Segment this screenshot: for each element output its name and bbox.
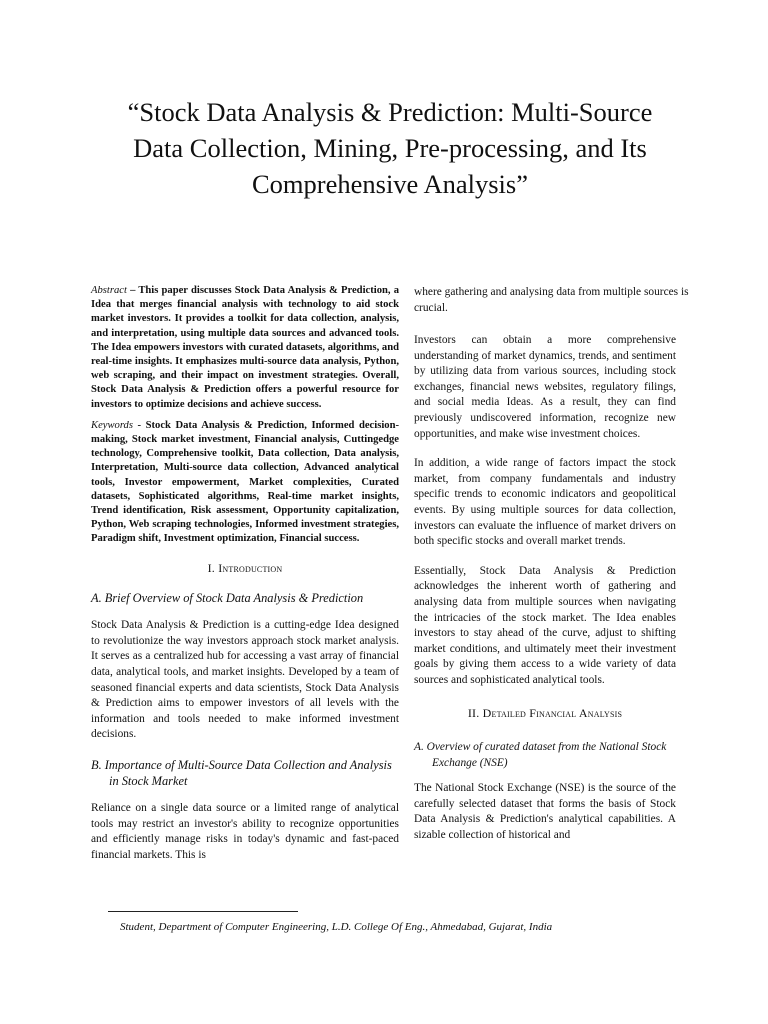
author-affiliation-footnote: Student, Department of Computer Engineering, L.D. College Of Eng., Ahmedabad, Gujarat, India (120, 921, 553, 933)
right-paragraph-1: Investors can obtain a more comprehensive understanding of market dynamics, trends, and sentiment by utilizing data from various sources, including stock exchanges, financial news websites, regulatory filings, and social media Ideas. As a result, they can find previously undiscovered information, recognize new opportunities, and make wise investment choices. (414, 334, 676, 440)
paper-title: “Stock Data Analysis & Prediction: Multi-Source Data Collection, Mining, Pre-processing, and Its Comprehensive Analysis” (127, 97, 653, 199)
right-paragraph-continuation: where gathering and analysing data from multiple sources is crucial. (414, 286, 689, 314)
subsection-heading-b: B. Importance of Multi-Source Data Collection and Analysis in Stock Market (91, 758, 392, 788)
abstract (91, 284, 399, 412)
footnote-divider (108, 911, 298, 912)
right-paragraph-3: Essentially, Stock Data Analysis & Prediction acknowledges the inherent worth of gathering and analysing data from multiple sources when navigating the intricacies of the stock market. The Idea enables investors to stay ahead of the curve, adjust to shifting market conditions, and ultimately meet their investment goals by giving them access to a wide variety of data sources and sophisticated analytical tools. (414, 564, 676, 686)
abstract-label: Abstract (91, 285, 127, 296)
right-column (414, 333, 676, 844)
left-column (91, 284, 399, 877)
right-column-continuation (414, 285, 722, 316)
keywords-label: Keywords (91, 419, 133, 431)
abstract-text: – This paper discusses Stock Data Analysis & Prediction, a Idea that merges financial analysis with technology to aid stock market investors. It provides a toolkit for data collection, analysis, and interpretation, using multiple data sources and advanced tools. The Idea empowers investors with curated datasets, algorithms, and real-time insights. It emphasizes multi-source data analysis, Python, web scraping, and their impact on investment strategies. Overall, Stock Data Analysis & Prediction offers a powerful resource for investors to optimize decisions and achieve success. (91, 285, 399, 410)
subsection-a-paragraph: Stock Data Analysis & Prediction is a cutting-edge Idea designed to revolutionize the way investors approach stock market analysis. It serves as a centralized hub for accessing a vast array of financial data, analytical tools, and market insights. Developed by a team of seasoned financial experts and data scientists, Stock Data Analysis & Prediction aims to empower investors of all levels with the information and tools needed to make informed investment decisions. (91, 619, 399, 741)
keywords (91, 419, 399, 547)
keywords-text: - Stock Data Analysis & Prediction, Informed decision-making, Stock market investment, Financial analysis, Cuttingedge technology, Comprehensive toolkit, Data collection, Data analysis, Interpretation, Multi-source data collection, Advanced analytical tools, Investor empowerment, Market complexities, Curated datasets, Sophisticated algorithms, Real-time market insights, Trend identification, Risk assessment, Opportunity capitalization, Python, Web scraping technologies, Informed investment strategies, Paradigm shift, Investment optimization, Financial success. (91, 419, 399, 545)
right-paragraph-2: In addition, a wide range of factors impact the stock market, from company fundamentals and industry specific trends to economic indicators and geopolitical events. By using multiple sources for data collection, investors can evaluate the influence of market drivers on both specific stocks and overall market trends. (414, 457, 676, 548)
subsection-heading-2a: A. Overview of curated dataset from the National Stock Exchange (NSE) (414, 741, 667, 769)
subsection-heading-a: A. Brief Overview of Stock Data Analysis & Prediction (91, 591, 364, 606)
section-heading-financial-analysis: II. Detailed Financial Analysis (467, 706, 623, 721)
subsection-2a-paragraph: The National Stock Exchange (NSE) is the source of the carefully selected dataset that forms the basis of Stock Data Analysis & Prediction's analytical capabilities. A sizable collection of historical and (414, 782, 676, 842)
section-heading-introduction: I. Introduction (207, 560, 283, 575)
subsection-b-paragraph: Reliance on a single data source or a limited range of analytical tools may restrict an investor's ability to recognize opportunities and efficiently manage risks in today's dynamic and fast-paced financial markets. This is (91, 802, 399, 861)
